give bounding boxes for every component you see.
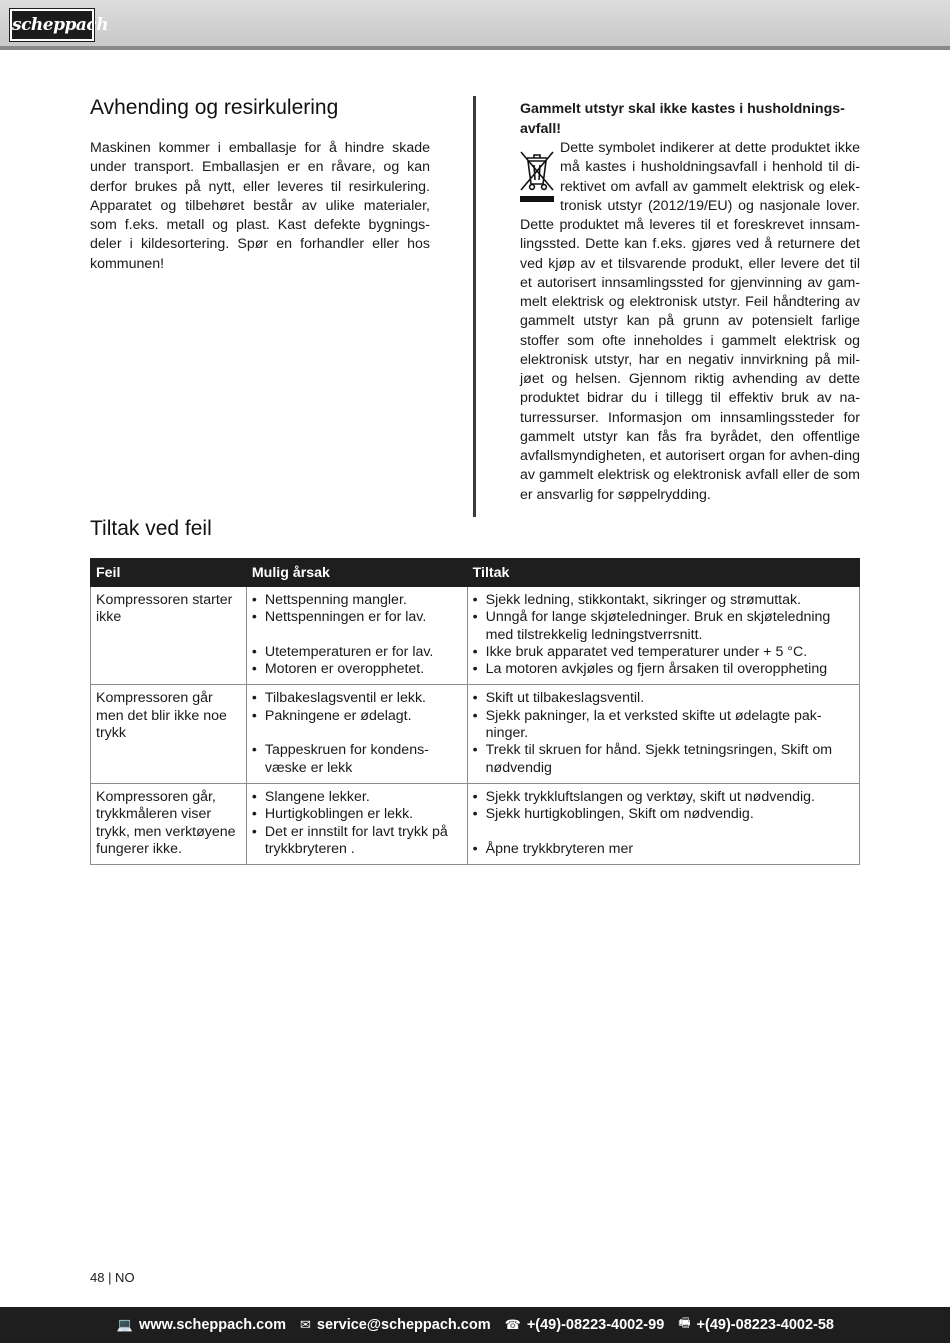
- table-row: [91, 685, 860, 783]
- cause-cell: [246, 685, 467, 783]
- list-item: • Det er innstilt for lavt trykk på trykkbryteren .: [252, 824, 462, 859]
- list-item: • Motoren er overopphetet.: [252, 661, 462, 678]
- footer-phone: [505, 1317, 665, 1333]
- table-header-row: [91, 559, 860, 587]
- footer-bar: [0, 1307, 950, 1343]
- list-item: • Trekk til skruen for hånd. Sjekk tetningsringen, Skift om nødvendig: [473, 742, 854, 777]
- list-item: • Utetemperaturen er for lav.: [252, 644, 462, 661]
- fault-cell: Kompressoren går, trykkmåleren viser trykk, men verktøyene fungerer ikke.: [91, 783, 247, 864]
- column-header: Mulig årsak: [246, 559, 467, 587]
- page-number: 48 | NO: [90, 1270, 135, 1285]
- email-link[interactable]: service@scheppach.com: [316, 1317, 491, 1333]
- list-item: • Skift ut tilbakeslagsventil.: [473, 690, 854, 707]
- footer-email[interactable]: [300, 1317, 491, 1333]
- phone-icon: ☎: [504, 1317, 521, 1332]
- list-item: • Unngå for lange skjøteledninger. Bruk en skjøteledning med tilstrekkelig ledningstverrsnitt.: [473, 609, 854, 644]
- column-header: Tiltak: [467, 559, 859, 587]
- column-divider: [473, 96, 476, 517]
- email-icon: ✉: [299, 1317, 311, 1332]
- list-item: • Sjekk trykkluftslangen og verktøy, skift ut nødvendig.: [473, 789, 854, 806]
- list-item: • Nettspenningen er for lav.: [252, 609, 462, 626]
- list-item: • Ikke bruk apparatet ved temperaturer under + 5 °C.: [473, 644, 854, 661]
- list-item: • Sjekk hurtigkoblingen, Skift om nødvendig.: [473, 806, 854, 823]
- fax-icon: 🖷: [678, 1315, 691, 1330]
- fault-table: [90, 558, 860, 865]
- list-item: • La motoren avkjøles og fjern årsaken til overoppheting: [473, 661, 854, 678]
- column-header: Feil: [91, 559, 247, 587]
- header-bar: [0, 0, 950, 50]
- disposal-title: Avhending og resirkulering: [90, 96, 339, 119]
- list-item: • Tappeskruen for kondens-væske er lekk: [252, 742, 462, 777]
- fax-number: +(49)-08223-4002-58: [696, 1317, 834, 1333]
- weee-body-wrap: [520, 139, 860, 505]
- list-item: • Sjekk ledning, stikkontakt, sikringer og strømuttak.: [473, 592, 854, 609]
- fault-cell: Kompressoren går men det blir ikke noe trykk: [91, 685, 247, 783]
- faults-title: Tiltak ved feil: [90, 517, 212, 540]
- website-link[interactable]: www.scheppach.com: [139, 1317, 286, 1333]
- list-item: • Pakningene er ødelagt.: [252, 708, 462, 725]
- table-row: [91, 587, 860, 685]
- list-item: • Slangene lekker.: [252, 789, 462, 806]
- list-item: • Tilbakeslagsventil er lekk.: [252, 690, 462, 707]
- cause-cell: [246, 783, 467, 864]
- phone-number: +(49)-08223-4002-99: [526, 1317, 665, 1333]
- list-item: • Åpne trykkbryteren mer: [473, 841, 854, 858]
- footer-website[interactable]: [117, 1317, 286, 1333]
- table-row: [91, 783, 860, 864]
- action-cell: [467, 783, 859, 864]
- fault-cell: Kompressoren starter ikke: [91, 587, 247, 685]
- disposal-body: Maskinen kommer i emballasje for å hindre skade under transport. Emballasjen er en råvare, og kan derfor brukes på nytt, eller leveres til resirkulering. Apparatet og tilbehøret består av ulike materialer, som f.eks. metall og plast. Kast defekte bygnings-deler i kildesortering. Spør en forhandler eller hos kommunen!: [90, 140, 430, 272]
- action-cell: [467, 587, 859, 685]
- action-cell: [467, 685, 859, 783]
- list-item: • Nettspenning mangler.: [252, 592, 462, 609]
- scheppach-logo: scheppach: [10, 9, 94, 41]
- list-item: • Sjekk pakninger, la et verksted skifte ut ødelagte pak-ninger.: [473, 708, 854, 743]
- computer-icon: 💻: [116, 1317, 134, 1332]
- weee-heading: Gammelt utstyr skal ikke kastes i husholdnings-avfall!: [520, 101, 845, 137]
- list-item: • Hurtigkoblingen er lekk.: [252, 806, 462, 823]
- cause-cell: [246, 587, 467, 685]
- weee-body: Dette symbolet indikerer at dette produktet ikke må kastes i husholdningsavfall i henhold til di-rektivet om avfall av gammelt elektrisk og elek-tronisk utstyr (2012/19/EU) og nasjonale lover. Dette produktet må leveres til et foreskrevet innsam-lingssted. Dette kan f.eks. gjøres ved å returnere det ved kjøp av et tilsvarende produkt, eller levere det til et autorisert innsamlingssted for gjenvinning av gam-melt elektrisk og elektronisk utstyr. Feil håndtering av gammelt utstyr kan på grunn av potensielt farlige stoffer som ofte inneholdes i gammelt elektrisk og elektronisk utstyr, har en negativ innvirkning på mil-jøet og helsen. Gjennom riktig avhending av dette produktet bidrar du i tillegg til effektiv bruk av na-turressurser. Informasjon om innsamlingssteder for gammelt utstyr kan fås fra byrådet, den offentlige avfallsmyndigheten, et autorisert organ for avhen-ding av gammelt elektrisk og elektronisk avfall eller de som er ansvarlig for søppelrydding.: [520, 140, 860, 503]
- footer-fax: [678, 1314, 834, 1336]
- icon-spacer: [520, 139, 560, 209]
